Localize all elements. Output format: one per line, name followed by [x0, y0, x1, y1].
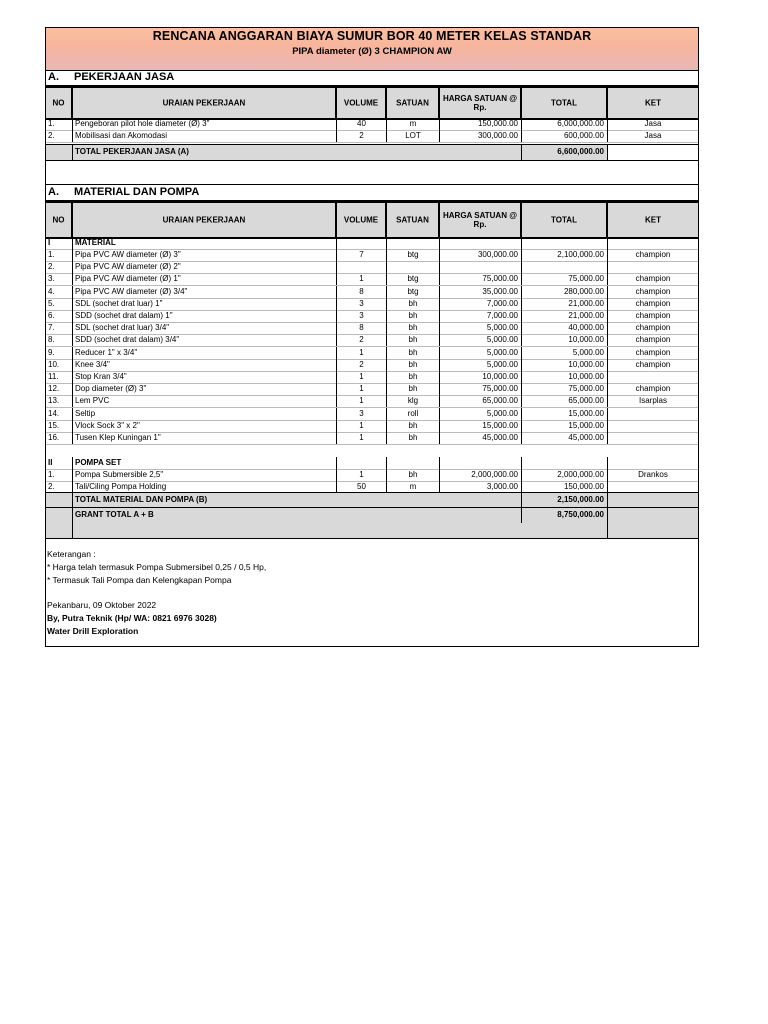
cell-uraian: Knee 3/4"	[75, 359, 110, 369]
cell-no: 7.	[48, 323, 55, 333]
place-date: Pekanbaru, 09 Oktober 2022	[47, 600, 157, 610]
section-b-letter: A.	[48, 186, 59, 198]
cell-total: 10,000.00	[568, 372, 604, 381]
cell-ket: Jasa	[644, 131, 662, 140]
cell-no: 10.	[48, 359, 60, 369]
cell-volume: 1	[359, 396, 364, 406]
table-header-a	[46, 86, 698, 120]
cell-harga: 300,000.00	[477, 250, 518, 259]
table-row	[46, 310, 698, 323]
cell-satuan: m	[409, 119, 417, 128]
total-b-label: TOTAL MATERIAL DAN POMPA (B)	[75, 495, 208, 504]
table-row	[46, 273, 698, 286]
cell-uraian: Pengeboran pilot hole diameter (Ø) 3"	[75, 119, 210, 128]
col-volume: VOLUME	[343, 98, 379, 108]
cell-ket: champion	[635, 335, 671, 345]
cell-no: 8.	[48, 335, 55, 345]
cell-ket: Isarplas	[638, 396, 667, 406]
total-b-value: 2,150,000.00	[557, 495, 604, 504]
cell-uraian: Pompa Submersible 2,5"	[75, 470, 164, 479]
cell-no: 4.	[48, 286, 55, 296]
cell-satuan: btg	[407, 274, 419, 284]
col-uraian: URAIAN PEKERJAAN	[162, 98, 246, 108]
cell-no: 2.	[48, 482, 55, 491]
cell-harga: 5,000.00	[486, 347, 518, 357]
cell-total: 15,000.00	[568, 420, 604, 430]
group-title: MATERIAL	[75, 238, 116, 247]
cell-total: 10,000.00	[568, 359, 604, 369]
section-b-title: MATERIAL DAN POMPA	[74, 186, 200, 198]
table-row	[46, 261, 698, 274]
cell-volume: 2	[359, 335, 364, 345]
section-a-heading	[46, 70, 698, 86]
cell-uraian: Dop diameter (Ø) 3"	[75, 384, 147, 394]
cell-total: 45,000.00	[568, 433, 604, 442]
cell-harga: 7,000.00	[486, 298, 518, 308]
cell-no: 15.	[48, 420, 60, 430]
table-row	[46, 298, 698, 311]
col-no: NO	[52, 98, 65, 108]
col-satuan: SATUAN	[396, 215, 429, 225]
col-harga: HARGA SATUAN @ Rp.	[442, 211, 518, 229]
document-subtitle: PIPA diameter (Ø) 3 CHAMPION AW	[292, 46, 452, 57]
cell-volume: 1	[359, 433, 364, 442]
cell-ket: champion	[635, 384, 671, 394]
cell-satuan: LOT	[405, 131, 421, 140]
cell-harga: 7,000.00	[486, 311, 518, 320]
cell-ket: champion	[635, 274, 671, 284]
col-total: TOTAL	[551, 215, 577, 225]
grand-total-label: GRANT TOTAL A + B	[75, 510, 154, 519]
table-row	[46, 408, 698, 421]
table-row	[46, 347, 698, 360]
cell-no: 16.	[48, 433, 60, 442]
cell-no: 11.	[48, 372, 59, 381]
cell-no: 5.	[48, 298, 55, 308]
cell-volume: 2	[359, 131, 364, 140]
grand-total-row	[46, 507, 698, 524]
table-row	[46, 334, 698, 347]
cell-satuan: bh	[408, 298, 418, 308]
cell-total: 75,000.00	[568, 274, 604, 284]
cell-volume: 1	[359, 347, 364, 357]
cell-ket: champion	[635, 323, 671, 333]
cell-volume: 8	[359, 323, 364, 333]
cell-satuan: btg	[407, 250, 419, 259]
table-row	[46, 420, 698, 433]
cell-satuan: bh	[408, 359, 418, 369]
cell-uraian: Stop Kran 3/4"	[75, 372, 127, 381]
table-row	[46, 130, 698, 143]
cell-total: 2,100,000.00	[557, 250, 604, 259]
total-a-row	[46, 144, 698, 161]
cell-no: 1.	[48, 250, 55, 259]
table-row	[46, 286, 698, 299]
cell-uraian: Tali/Ciling Pompa Holding	[75, 482, 167, 491]
cell-uraian: Pipa PVC AW diameter (Ø) 2"	[75, 262, 181, 272]
cell-harga: 75,000.00	[482, 274, 518, 284]
cell-uraian: SDD (sochet drat dalam) 3/4"	[75, 335, 180, 345]
col-ket: KET	[645, 98, 661, 108]
cell-harga: 5,000.00	[486, 408, 518, 418]
cell-volume: 1	[359, 274, 364, 284]
cell-uraian: Mobilisasi dan Akomodasi	[75, 131, 168, 140]
notes-line-2: * Termasuk Tali Pompa dan Kelengkapan Pompa	[47, 575, 232, 585]
cell-no: 13.	[48, 396, 60, 406]
document-title: RENCANA ANGGARAN BIAYA SUMUR BOR 40 METER KELAS STANDAR	[152, 29, 592, 43]
cell-satuan: m	[409, 482, 417, 491]
cell-no: 3.	[48, 274, 55, 284]
cell-volume: 2	[359, 359, 364, 369]
cell-ket: Drankos	[638, 470, 668, 479]
grand-total-value: 8,750,000.00	[557, 510, 604, 519]
cell-volume: 1	[359, 384, 364, 394]
cell-total: 15,000.00	[568, 408, 604, 418]
cell-satuan: bh	[408, 323, 418, 333]
cell-volume: 7	[359, 250, 364, 259]
cell-harga: 15,000.00	[482, 420, 518, 430]
cell-uraian: Reducer 1" x 3/4"	[75, 347, 138, 357]
cell-no: 6.	[48, 311, 55, 320]
spacer-row	[46, 160, 698, 185]
cell-volume: 1	[359, 470, 364, 479]
cell-harga: 10,000.00	[482, 372, 518, 381]
col-total: TOTAL	[551, 98, 577, 108]
group-no: II	[48, 458, 53, 467]
cell-total: 65,000.00	[568, 396, 604, 406]
cell-uraian: Pipa PVC AW diameter (Ø) 3"	[75, 250, 181, 259]
col-uraian: URAIAN PEKERJAAN	[162, 215, 246, 225]
cell-total: 21,000.00	[568, 298, 604, 308]
cell-uraian: SDL (sochet drat luar) 1"	[75, 298, 163, 308]
cell-uraian: Pipa PVC AW diameter (Ø) 3/4"	[75, 286, 188, 296]
cell-satuan: klg	[407, 396, 419, 406]
table-row	[46, 383, 698, 396]
cell-satuan: bh	[408, 372, 418, 381]
cell-satuan: bh	[408, 335, 418, 345]
table-row	[46, 395, 698, 408]
cell-no: 9.	[48, 347, 55, 357]
cell-satuan: bh	[408, 470, 418, 479]
signature-by: By, Putra Teknik (Hp/ WA: 0821 6976 3028)	[47, 613, 217, 623]
cell-uraian: Vlock Sock 3" x 2"	[75, 420, 140, 430]
cell-satuan: bh	[408, 420, 418, 430]
cell-ket: Jasa	[644, 119, 662, 128]
cell-ket: champion	[635, 347, 671, 357]
cell-satuan: bh	[408, 311, 418, 320]
cell-uraian: Pipa PVC AW diameter (Ø) 1"	[75, 274, 181, 284]
cell-harga: 5,000.00	[486, 359, 518, 369]
cell-ket: champion	[635, 311, 671, 320]
cell-harga: 5,000.00	[486, 335, 518, 345]
group-title: POMPA SET	[75, 458, 122, 467]
table-row	[46, 322, 698, 335]
col-ket: KET	[645, 215, 661, 225]
table-header-b	[46, 201, 698, 239]
table-row	[46, 359, 698, 372]
table-row	[46, 249, 698, 262]
cell-harga: 75,000.00	[482, 384, 518, 394]
cell-total: 6,000,000.00	[557, 119, 604, 128]
cell-harga: 65,000.00	[482, 396, 518, 406]
section-b-heading	[46, 185, 698, 201]
cell-total: 2,000,000.00	[557, 470, 604, 479]
cell-no: 14.	[48, 408, 60, 418]
cell-uraian: SDD (sochet drat dalam) 1"	[75, 311, 173, 320]
cell-uraian: Seltip	[75, 408, 96, 418]
cell-volume: 1	[359, 372, 364, 381]
cell-satuan: roll	[407, 408, 419, 418]
col-no: NO	[52, 215, 65, 225]
cell-uraian: Tusen Klep Kuningan 1"	[75, 433, 161, 442]
cell-ket: champion	[635, 286, 671, 296]
cell-harga: 300,000.00	[477, 131, 518, 140]
cell-volume: 50	[357, 482, 366, 491]
cell-volume: 3	[359, 311, 364, 320]
section-a-letter: A.	[48, 71, 59, 83]
cell-ket: champion	[635, 298, 671, 308]
cell-harga: 45,000.00	[482, 433, 518, 442]
section-a-title: PEKERJAAN JASA	[74, 71, 175, 83]
cell-total: 75,000.00	[568, 384, 604, 394]
cell-harga: 5,000.00	[486, 323, 518, 333]
cell-uraian: SDL (sochet drat luar) 3/4"	[75, 323, 170, 333]
total-a-label: TOTAL PEKERJAAN JASA (A)	[75, 147, 189, 156]
cell-no: 12.	[48, 384, 60, 394]
notes-heading: Keterangan :	[47, 549, 96, 559]
cell-satuan: btg	[407, 286, 419, 296]
cell-total: 280,000.00	[563, 286, 604, 296]
group-no: I	[48, 238, 51, 247]
cell-ket: champion	[635, 359, 671, 369]
cell-satuan: bh	[408, 347, 418, 357]
cell-volume: 40	[357, 119, 366, 128]
cell-volume: 3	[359, 298, 364, 308]
cell-harga: 150,000.00	[477, 119, 518, 128]
cell-volume: 1	[359, 420, 364, 430]
table-row	[46, 371, 698, 384]
cell-no: 2.	[48, 131, 55, 140]
col-satuan: SATUAN	[396, 98, 429, 108]
notes-block	[47, 548, 266, 638]
cell-satuan: bh	[408, 433, 418, 442]
cell-uraian: Lem PVC	[75, 396, 110, 406]
cell-no: 2.	[48, 262, 55, 272]
col-harga: HARGA SATUAN @ Rp.	[442, 94, 518, 112]
notes-line-1: * Harga telah termasuk Pompa Submersibel 0,25 / 0,5 Hp,	[47, 562, 267, 572]
cell-total: 10,000.00	[568, 335, 604, 345]
cell-total: 40,000.00	[568, 323, 604, 333]
col-volume: VOLUME	[343, 215, 379, 225]
cell-total: 150,000.00	[563, 482, 604, 491]
cell-volume: 3	[359, 408, 364, 418]
cell-volume: 8	[359, 286, 364, 296]
cell-harga: 35,000.00	[482, 286, 518, 296]
cell-total: 21,000.00	[568, 311, 604, 320]
cell-no: 1.	[48, 119, 55, 128]
rab-sheet	[45, 27, 699, 647]
cell-ket: champion	[635, 250, 671, 259]
cell-harga: 2,000,000.00	[471, 470, 518, 479]
company-name: Water Drill Exploration	[47, 626, 139, 636]
grey-empty-row	[46, 523, 698, 539]
table-row	[46, 432, 698, 445]
cell-total: 600,000.00	[563, 131, 604, 140]
cell-no: 1.	[48, 470, 55, 479]
cell-harga: 3,000.00	[486, 482, 518, 491]
cell-total: 5,000.00	[572, 347, 604, 357]
total-a-value: 6,600,000.00	[557, 147, 604, 156]
cell-satuan: bh	[408, 384, 418, 394]
title-band	[46, 28, 698, 71]
